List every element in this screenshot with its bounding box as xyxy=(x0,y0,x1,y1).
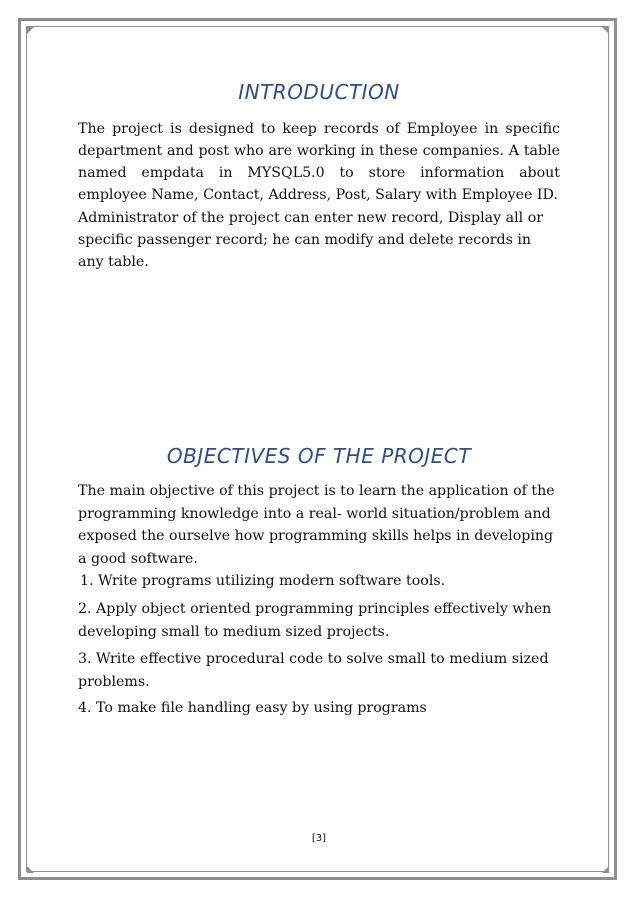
corner-ornament-bottom-left xyxy=(27,866,34,873)
page-number: [3] xyxy=(311,833,327,844)
objective-item-1: 1. Write programs utilizing modern software tools. xyxy=(80,573,446,589)
objectives-heading: OBJECTIVES OF THE PROJECT xyxy=(166,444,472,468)
introduction-heading: INTRODUCTION xyxy=(238,80,400,104)
corner-ornament-top-right xyxy=(602,27,609,34)
objectives-paragraph: The main objective of this project is to learn the application of the programming knowledge into a real- world situation/problem and exposed the ourselve how programming skills helps in developing a good software. xyxy=(78,483,555,567)
introduction-paragraph-1: The project is designed to keep records of Employee in specific department and post who are working in these companies. A table named empdata in MYSQL5.0 to store information about employee Name, Contact, Address, Post, Salary with Employee ID. xyxy=(78,121,560,203)
corner-ornament-bottom-right xyxy=(602,866,609,873)
objective-item-2: 2. Apply object oriented programming principles effectively when developing small to medium sized projects. xyxy=(78,601,552,640)
introduction-paragraph-2: Administrator of the project can enter new record, Display all or specific passenger record; he can modify and delete records in any table. xyxy=(78,210,544,270)
objective-item-3: 3. Write effective procedural code to solve small to medium sized problems. xyxy=(78,651,549,690)
objective-item-4: 4. To make file handling easy by using programs xyxy=(78,700,427,716)
corner-ornament-top-left xyxy=(27,27,34,34)
